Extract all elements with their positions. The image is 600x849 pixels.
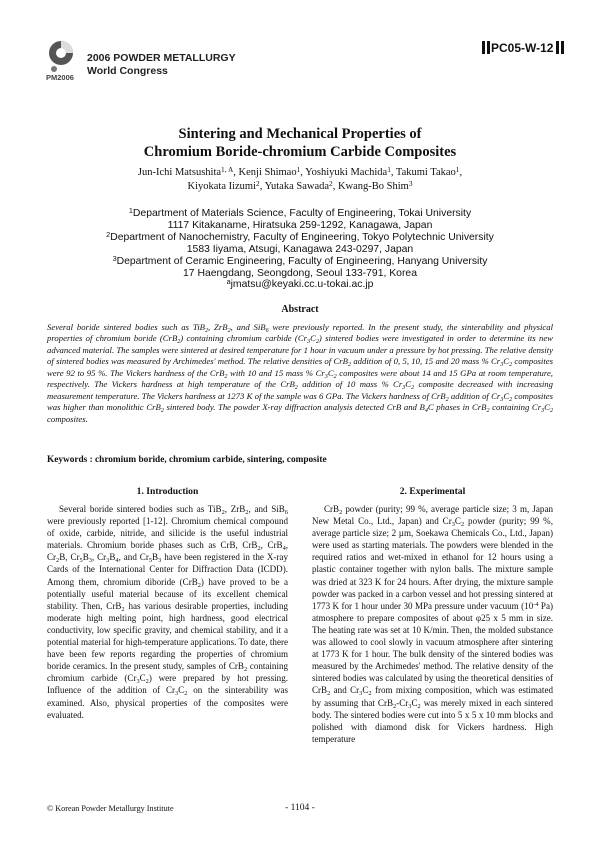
- affil-3-line2: 17 Haengdang, Seongdong, Seoul 133-791, Korea: [183, 267, 417, 279]
- conference-line2: World Congress: [87, 65, 168, 77]
- paper-code: [481, 41, 565, 55]
- author-affil: 2: [256, 179, 260, 188]
- author-name: Yutaka Sawada: [264, 181, 330, 192]
- author-affil: 1: [387, 165, 391, 174]
- keywords: Keywords : chromium boride, chromium carbide, sintering, composite: [47, 455, 327, 465]
- corresponding-email[interactable]: jmatsu@keyaki.cc.u-tokai.ac.jp: [230, 279, 374, 291]
- author-affil: 1, A: [221, 165, 234, 174]
- author-affil: 1: [296, 165, 301, 174]
- title-line1: Sintering and Mechanical Properties of: [178, 126, 422, 142]
- author-name: Kenji Shimao: [238, 167, 297, 178]
- author-name: Jun-Ichi Matsushita: [137, 167, 222, 178]
- affil-2-line2: 1583 Iiyama, Atsugi, Kanagawa 243-0297, Japan: [186, 243, 414, 255]
- page-number: - 1104 -: [285, 803, 315, 813]
- affil-3-line1: Department of Ceramic Engineering, Faculty of Engineering, Hanyang University: [116, 255, 488, 267]
- affil-1-line2: 1117 Kitakaname, Hiratsuka 259-1292, Kanagawa, Japan: [167, 219, 433, 231]
- author-list: Jun-Ichi Matsushita$^{1, A}$, Kenji Shimao$^1$, Yoshiyuki Machida$^1$, Takumi Takao$^1$, Kiyokata Iizumi$^2$, Yutaka Sawada$^2$, Kwang-Bo Shim$^3$: [137, 165, 463, 192]
- conference-title: [87, 52, 236, 78]
- author-affil: 2: [329, 179, 333, 188]
- logo-label: PM2006: [46, 73, 74, 82]
- email-mark: a: [226, 277, 231, 287]
- author-name: Takumi Takao: [395, 167, 456, 178]
- author-affil: 1: [455, 165, 460, 174]
- affil-2-line1: Department of Nanochemistry, Faculty of Engineering, Tokyo Polytechnic University: [110, 231, 494, 243]
- experimental-text: CrB$_2$ powder (purity; 99 %, average particle size; 3 m, Japan New Metal Co., Ltd., Japan) and $Cr_3C_2$ powder (purity; 99 %, average particle size; 2 µm, Soekawa Chemicals Co., Ltd., Japan) were used as starting materials. The powders were blended in the required ratios and wet-mixed in ethanol for 12 hours using a plastic container together with nylon balls. The mixture sample was dried at 323 K for 24 hours. After drying, the mixture sample powder was packed in a carbon vessel and hot pressing sintered at 1773 K for 1 hour under 30 MPa pressure under vacuum ($10^{-4}$ Pa) atmosphere to prepare composites of about φ25 x 5 mm in size. The heating rate was set at 10 K/min. Then, the molded substance was allowed to cool slowly in vacuum atmosphere after sintering at 1773 K for 1 hour. The bulk density of the sintered bodies was measured by the Archimedes' method. The relative density of the sintered bodies was calculated by using the theoretical densities of CrB$_2$ and $Cr_3C_2$ from mixing composition, which was estimated by assuming that $CrB_2-Cr_3C_2$ was merely mixed in each sintered body. The sintered bodies were cut into 5 x 5 x 10 mm blocks and polished with diamond disk for Vickers hardness. High temperature: [312, 504, 553, 744]
- affiliations: [0, 208, 600, 291]
- conference-line1: 2006 POWDER METALLURGY: [87, 52, 236, 64]
- copyright-notice: © Korean Powder Metallurgy Institute: [47, 804, 174, 813]
- introduction-heading: 1. Introduction: [136, 486, 199, 497]
- affil-number: 2: [106, 229, 111, 239]
- title-line2: Chromium Boride-chromium Carbide Composites: [143, 144, 457, 160]
- affil-number: 1: [128, 206, 133, 215]
- experimental-heading: 2. Experimental: [399, 486, 466, 497]
- affil-number: 3: [112, 253, 117, 263]
- affil-1-line1: Department of Materials Science, Faculty of Engineering, Tokai University: [132, 208, 472, 219]
- author-name: Kiyokata Iizumi: [187, 181, 257, 192]
- abstract-heading: Abstract: [281, 304, 319, 315]
- abstract-text: Several boride sintered bodies such as TiB$_2$, ZrB$_2$, and SiB$_6$ were previously reported. In the present study, the sinterability and physical properties of chromium boride (CrB$_2$) containing chromium carbide $(Cr_3C_2)$ sintered bodies were investigated in order to determine its new advanced material. The samples were sintered at desired temperature for 1 hour in vacuum under a pressure by hot pressing. The relative density of sintered bodies was measured by Archimedes' method. The relative densities of CrB$_2$ addition of 0, 5, 10, 15 and 20 mass % $Cr_3C_2$ composites were 92 to 95 %. The Vickers hardness of the CrB$_2$ with 10 and 15 mass % $Cr_3C_2$ composites were about 14 and 15 GPa at room temperature, respectively. The Vickers hardness at high temperature of the CrB$_2$ addition of 10 mass % $Cr_3C_2$ composite decreased with increasing measurement temperature. The Vickers hardness at 1273 K of the sample was 6 GPa. The Vickers hardness of CrB$_2$ addition of $Cr_3C_2$ composites was higher than monolithic CrB$_2$ sintered body. The powder X-ray diffraction analysis detected CrB and $B_4C$ phases in CrB$_2$ containing $Cr_3C_2$ composites.: [47, 322, 553, 424]
- author-affil: 3: [408, 179, 413, 188]
- author-name: Kwang-Bo Shim: [337, 181, 409, 192]
- paper-code-text: PC05-W-12: [491, 41, 554, 55]
- introduction-text: Several boride sintered bodies such as TiB$_2$, ZrB$_2$, and SiB$_6$ were previously reported [1-12]. Chromium chemical compound of oxide, carbide, nitride, and silicide is the useful industrial materials. Chromium boride phases such as CrB, CrB$_2$, CrB$_4$, $Cr_2B$, $Cr_5B_3$, $Cr_3B_4$, and $Cr_5B_3$ have been registered in the X-ray Cards of the International Center for Diffraction Data (ICDD). Among them, chromium diboride (CrB$_2$) have proved to be a potentially useful material because of its excellent chemical stability. Then, CrB$_2$ has various desirable properties, including moderate high melting point, high hardness, good electrical conductivity, low specific gravity, and chemical stability, and it a potential material for high-temperature applications. To date, there have been few reports regarding the properties of chromium boride ceramics. In the present study, samples of CrB$_2$ containing chromium carbide $(Cr_3C_2)$ were prepared by hot pressing. Influence of the addition of $Cr_3C_2$ on the sinterability was examined. Also, physical properties of the composites were evaluated.: [47, 504, 289, 720]
- paper-title: [0, 125, 600, 161]
- author-name: Yoshiyuki Machida: [305, 167, 388, 178]
